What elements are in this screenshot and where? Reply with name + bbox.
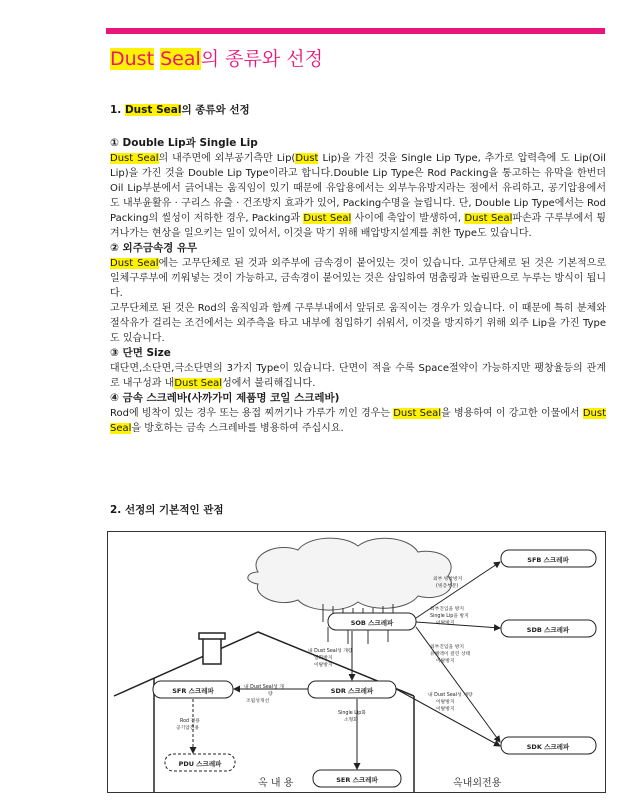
note-rain-2: (빙층부분) [436, 584, 459, 589]
section-1-highlight: Dust Seal [124, 104, 182, 116]
section-1 [110, 103, 606, 436]
text: Lip)을 가진 것을 Single Lip Type, 추가로 압력측에 도 Lip(Oil Lip)을 가진 것을 Double Lip Type이라고 합니다.Double Lip Type은 Rod Packing을 통고하는 유막을 한번더 Oil Lip부분에서 긁어내는 움직임이 있기 때문에 유압용에서는 외부누유방지라는 점에서 유리하고, 공기압용에서도 내부윤활유 · 구리스 유출 · 건조방지 효과가 있어, Packing수명을 늘립니다. 단, Double Lip Type에서는 Rod Packing의 씰성이 저하한 경우, Packing과 [110, 153, 606, 224]
sub4-paragraph [110, 406, 606, 436]
text: 을 병용하여 이 강고한 이물에서 [441, 408, 583, 419]
label-indoor: 옥 내 용 [258, 778, 294, 789]
note-rain-1: 외부 빙착방지 [433, 577, 463, 582]
text: 을 방호하는 금속 스크레바를 병용하여 주십시요. [131, 423, 344, 434]
box-pdu-label: PDU 스크레파 [178, 760, 222, 768]
note-right-2: 이탈방지 [436, 700, 455, 705]
note-sfr-1: 내 Dust Seal성 개 [244, 685, 284, 690]
note-sob-2: 열화방지 [314, 656, 333, 661]
note-sdk-1: 외부진입을 방지 [430, 645, 464, 650]
text: 성에서 불리해집니다. [222, 378, 316, 389]
sub4-heading: ④ 금속 스크레바(사까가미 제품명 코일 스크레바) [110, 392, 340, 404]
sub3-heading: ③ 단면 Size [110, 347, 171, 359]
section-1-heading [110, 103, 606, 118]
note-sdk-2: 유해액이 걸린 상태 [430, 652, 471, 657]
title-rest: 의 종류와 선정 [200, 48, 323, 70]
note-sfr-2: 량 [268, 692, 273, 697]
text: 파손과 구루부에서 튕겨나가는 현상을 일으키는 일이 있어서, 이것을 막기 위해 배압방지설계를 취한 Type도 있습니다. [110, 213, 606, 239]
highlight: Dust Seal [303, 213, 352, 224]
section-1-number: 1. [110, 104, 125, 116]
section-1-heading-rest: 의 종류와 선정 [181, 104, 250, 116]
box-sfb-label: SFB 스크레파 [527, 556, 569, 564]
title-highlight-seal: Seal [160, 48, 201, 70]
highlight: Dust Seal [110, 258, 159, 269]
chimney [203, 638, 221, 664]
box-sob-label: SOB 스크레파 [350, 619, 394, 627]
sub3-paragraph [110, 361, 606, 391]
box-ser-label: SER 스크레파 [336, 776, 378, 784]
box-sdr-label: SDR 스크레파 [330, 687, 374, 695]
note-right-1: 내 Dust Seal성 개량 [428, 693, 473, 698]
arrow-sob-sdb [416, 622, 500, 628]
sub2-paragraph-2: 고무단체로 된 것은 Rod의 움직임과 함께 구루부내에서 앞뒤로 움직이는 경우가 있습니다. 이 때문에 특히 분체와 절삭유가 걸리는 조건에서는 외주측을 타고 내부에 침입하기 쉬워서, 이것을 방지하기 위해 외주 Lip을 가진 Type도 있습니다. [110, 303, 606, 344]
label-outdoor: 옥내외전용 [453, 778, 502, 789]
title-accent-bar [106, 28, 605, 34]
box-sdk-label: SDK 스크레파 [526, 743, 570, 751]
note-sdb-1: 외부진입을 방지 [430, 607, 464, 612]
highlight: Dust Seal [110, 408, 606, 434]
note-sob-1: 내 Dust Seal성 개량 [308, 649, 353, 654]
highlight: Dust Seal [110, 153, 159, 164]
note-pdu-2: 공기압전용 [176, 726, 200, 731]
note-sdk-3: 이탈방지 [436, 659, 455, 664]
sub1-heading: ① Double Lip과 Single Lip [110, 137, 258, 149]
note-sfr-3: 조립성개선 [246, 699, 270, 704]
highlight: Dust Seal [393, 408, 442, 419]
text: Rod에 빙착이 있는 경우 또는 용접 찌꺼기나 가루가 끼인 경우는 [110, 408, 394, 419]
sub1-paragraph [110, 151, 606, 241]
page-title [110, 44, 323, 71]
sub2-paragraph-1 [110, 256, 606, 301]
note-sdr-1: Single Lip화 [338, 711, 366, 716]
sub2-heading: ② 외주금속경 유무 [110, 242, 198, 254]
text: 사이에 축압이 발생하여, [351, 213, 465, 224]
highlight: Dust Seal [174, 378, 223, 389]
highlight: Dust [295, 153, 319, 164]
note-sdr-2: 소형화 [344, 718, 358, 723]
box-sfr-label: SFR 스크레파 [172, 687, 214, 695]
title-highlight-dust: Dust [110, 48, 155, 70]
cloud-shape [248, 538, 452, 610]
section-2-heading: 2. 선정의 기본적인 관점 [110, 504, 224, 516]
highlight: Dust Seal [464, 213, 513, 224]
text: 의 내주면에 외부공기측만 Lip( [158, 153, 296, 164]
note-pdu-1: Rod 전용 [180, 719, 200, 724]
text: 대단면,소단면,극소단면의 3가지 Type이 있습니다. 단면이 적을 수록 Space절약이 가능하지만 팽창율등의 관계로 내구성과 내 [110, 363, 606, 389]
note-sdb-3: 이탈방지 [436, 621, 455, 626]
box-sdb-label: SDB 스크레파 [526, 626, 570, 634]
note-sdb-2: Single Lip을 방지 [430, 614, 469, 619]
note-right-3: 이탈방지 [436, 707, 455, 712]
diagram-svg [108, 532, 605, 792]
selection-diagram [107, 531, 606, 793]
text: 에는 고무단체로 된 것과 외주부에 금속경이 붙어있는 것이 있습니다. 고무단체로 된 것은 기본적으로 일체구루부에 끼워넣는 것이 가능하고, 금속경이 붙어있는 것은 삽입하여 멈춤링과 놀림판으로 누루는 방식이 됩니다. [110, 258, 606, 299]
note-sob-3: 이탈방지 [314, 663, 333, 668]
